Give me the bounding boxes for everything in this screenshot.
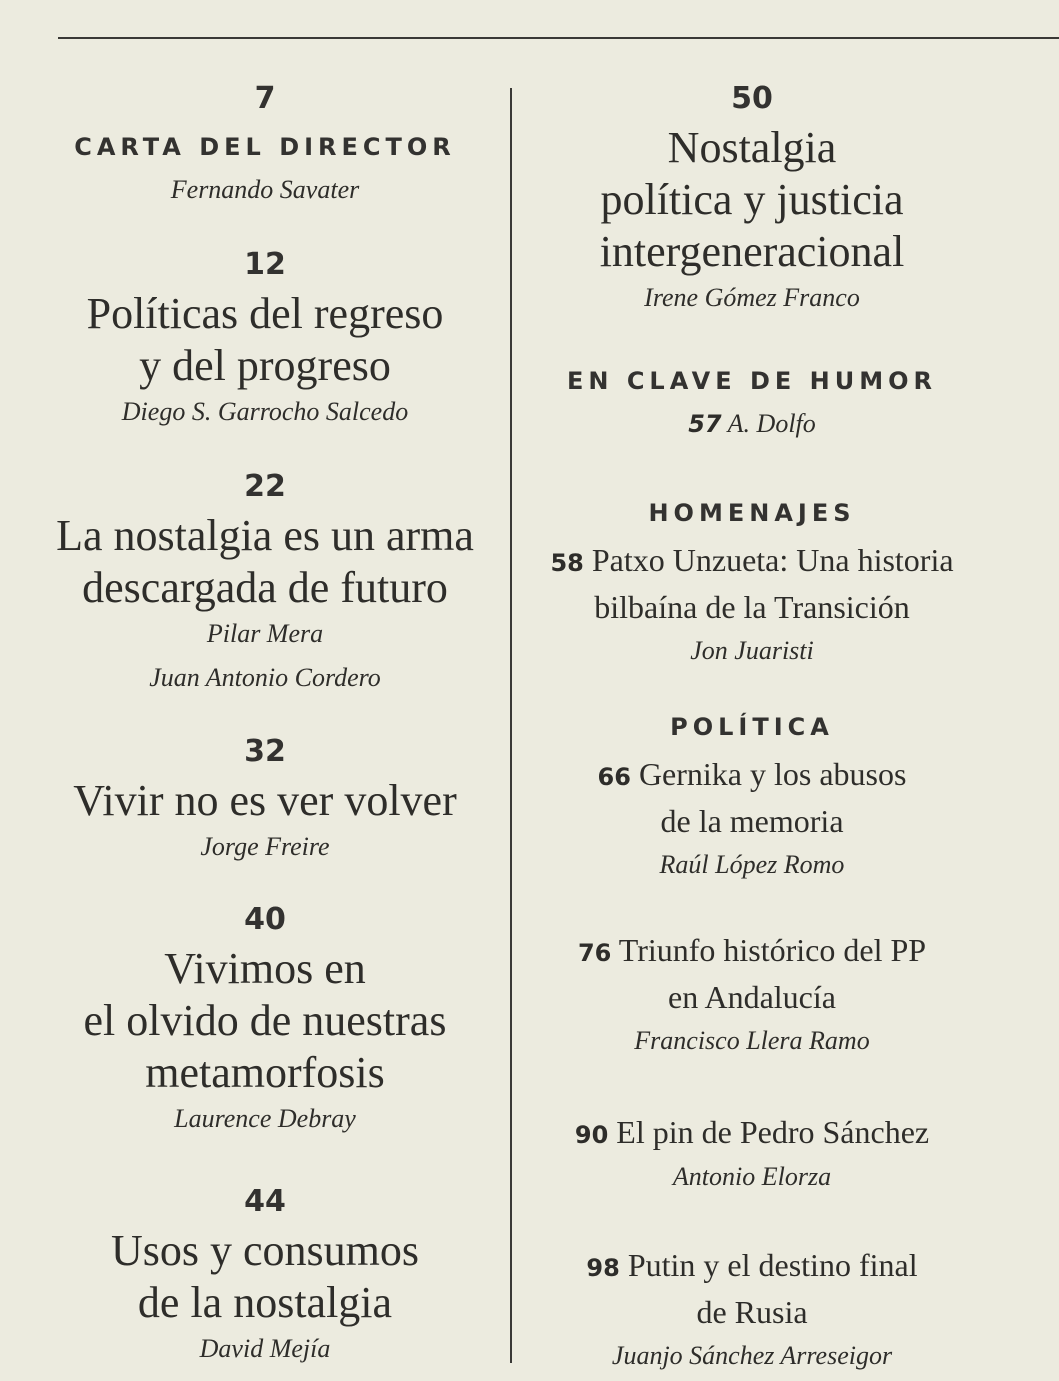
article-title-line: Vivimos en (164, 944, 366, 993)
page-number: 90 (574, 1121, 609, 1149)
toc-entry-50[interactable] (512, 82, 992, 314)
toc-entry-44[interactable] (20, 1185, 510, 1365)
toc-entry-90[interactable] (512, 1110, 992, 1193)
section-heading: POLÍTICA (670, 713, 834, 741)
article-title-line: Gernika y los abusos (638, 756, 907, 792)
article-title-line: Usos y consumos (110, 1226, 420, 1275)
page-number: 32 (244, 734, 286, 769)
author: Fernando Savater (170, 175, 360, 204)
toc-entry-12[interactable] (20, 248, 510, 428)
article-title-line: política y justicia (600, 175, 904, 224)
page-number: 98 (586, 1254, 620, 1282)
author: Laurence Debray (174, 1104, 356, 1133)
article-title-line: Nostalgia (667, 123, 837, 172)
article-title-line: metamorfosis (145, 1048, 385, 1097)
article-title-line: en Andalucía (668, 979, 836, 1015)
article-title-line: El pin de Pedro Sánchez (616, 1114, 930, 1150)
toc-entry-22[interactable] (20, 470, 510, 694)
author: Francisco Llera Ramo (634, 1026, 870, 1055)
toc-entry-32[interactable] (20, 735, 510, 863)
page-number: 66 (597, 763, 631, 791)
article-title-line: descargada de futuro (82, 563, 448, 612)
article-title-line: bilbaína de la Transición (594, 589, 910, 625)
author: Raúl López Romo (659, 850, 845, 879)
page-number: 40 (244, 902, 286, 937)
page-number: 58 (550, 549, 584, 577)
section-heading: HOMENAJES (648, 499, 856, 527)
toc-entry-76[interactable] (512, 928, 992, 1057)
article-title-line: de Rusia (696, 1294, 808, 1330)
section-heading: CARTA DEL DIRECTOR (74, 133, 456, 161)
toc-entry-57[interactable] (512, 366, 992, 440)
article-title-line: Patxo Unzueta: Una historia (591, 542, 954, 578)
toc-entry-66[interactable] (512, 752, 992, 881)
article-title-line: de la nostalgia (137, 1278, 393, 1327)
author: Jorge Freire (200, 832, 330, 861)
author: Pilar Mera (206, 619, 324, 648)
toc-entry-98[interactable] (512, 1243, 992, 1372)
page-number: 76 (577, 939, 612, 967)
author: David Mejía (199, 1334, 331, 1363)
article-title-line: intergeneracional (599, 227, 905, 276)
author: Antonio Elorza (672, 1162, 832, 1191)
article-title-line: La nostalgia es un arma (56, 511, 474, 560)
author: Irene Gómez Franco (644, 283, 860, 312)
page-number: 44 (244, 1184, 286, 1219)
article-title-line: Vivir no es ver volver (73, 776, 457, 825)
article-title-line: Putin y el destino final (627, 1247, 918, 1283)
page-number: 12 (244, 247, 286, 282)
toc-entry-40[interactable] (20, 903, 510, 1135)
author: Juan Antonio Cordero (149, 663, 381, 692)
article-title-line: de la memoria (660, 803, 844, 839)
section-heading: EN CLAVE DE HUMOR (566, 367, 938, 395)
toc-entry-7[interactable] (20, 82, 510, 206)
article-title-line: y del progreso (139, 341, 391, 390)
page-number: 22 (244, 469, 286, 504)
toc-entry-58[interactable] (512, 498, 992, 667)
author: Diego S. Garrocho Salcedo (121, 397, 409, 426)
author: Jon Juaristi (690, 636, 814, 665)
toc-section-politica (512, 712, 992, 742)
page-number: 50 (731, 81, 773, 116)
top-rule (58, 37, 1059, 39)
article-title-line: Triunfo histórico del PP (618, 932, 927, 968)
article-title-line: Políticas del regreso (86, 289, 444, 338)
author: Juanjo Sánchez Arreseigor (611, 1341, 893, 1370)
article-title-line: el olvido de nuestras (83, 996, 447, 1045)
page-number: 57 (688, 410, 722, 438)
page-number: 7 (254, 81, 276, 116)
author: A. Dolfo (727, 409, 816, 438)
